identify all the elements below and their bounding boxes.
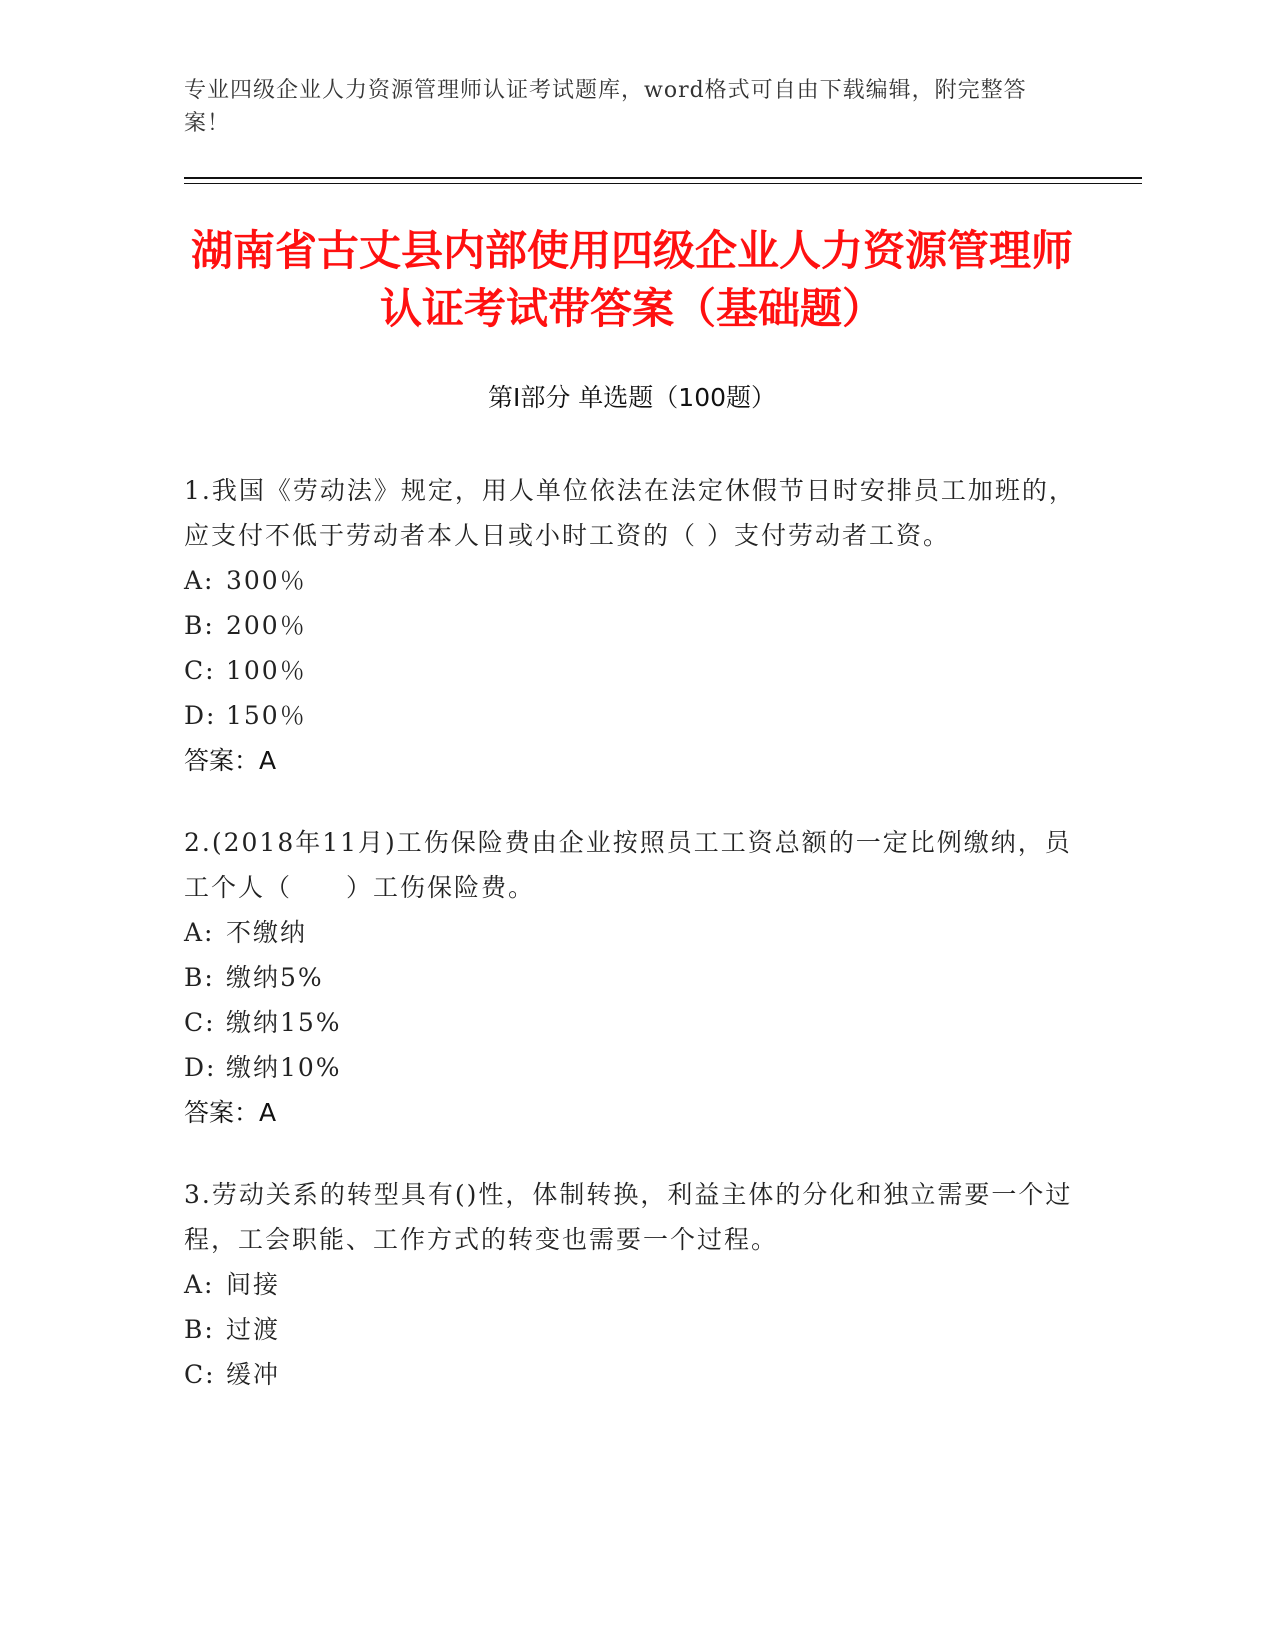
option-text: 300％ (226, 566, 307, 595)
option-key: A: (184, 1270, 215, 1299)
option-text: 间接 (226, 1270, 281, 1299)
option-key: C: (184, 656, 216, 685)
question-text: 2.(2018年11月)工伤保险费由企业按照员工工资总额的一定比例缴纳，员工个人（ ）工伤保险费。 (184, 828, 1072, 902)
option-text: 缓冲 (226, 1360, 281, 1389)
option-key: A: (184, 918, 215, 947)
option-a (184, 558, 1084, 603)
option-key: D: (184, 1053, 217, 1082)
option-key: C: (184, 1008, 216, 1037)
option-d (184, 693, 1084, 738)
option-b (184, 955, 1084, 1000)
option-key: D: (184, 701, 217, 730)
question-3 (184, 1172, 1084, 1397)
option-text: 不缴纳 (226, 918, 308, 947)
option-c (184, 1000, 1084, 1045)
question-text: 3.劳动关系的转型具有()性，体制转换，利益主体的分化和独立需要一个过程，工会职能、工作方式的转变也需要一个过程。 (184, 1180, 1073, 1254)
option-text: 100％ (226, 656, 307, 685)
option-text: 200％ (226, 611, 307, 640)
answer-line: 答案：A (184, 746, 277, 775)
option-key: A: (184, 566, 215, 595)
option-text: 缴纳15% (226, 1008, 342, 1037)
option-c (184, 1352, 1084, 1397)
option-text: 缴纳5% (226, 963, 324, 992)
question-2 (184, 820, 1084, 1135)
option-text: 150％ (226, 701, 307, 730)
header-divider-thin (184, 183, 1142, 184)
option-b (184, 603, 1084, 648)
answer-line: 答案：A (184, 1098, 277, 1127)
option-key: B: (184, 611, 215, 640)
document-title: 湖南省古丈县内部使用四级企业人力资源管理师认证考试带答案（基础题） (190, 226, 1073, 333)
option-key: B: (184, 963, 215, 992)
header-note: 专业四级企业人力资源管理师认证考试题库，word格式可自由下载编辑，附完整答案！ (184, 78, 1027, 136)
question-text: 1.我国《劳动法》规定，用人单位依法在法定休假节日时安排员工加班的，应支付不低于劳动者本人日或小时工资的（ ）支付劳动者工资。 (184, 476, 1076, 550)
option-c (184, 648, 1084, 693)
question-1 (184, 468, 1084, 783)
header-divider-thick (184, 177, 1142, 179)
option-key: B: (184, 1315, 215, 1344)
option-a (184, 1262, 1084, 1307)
section-heading: 第I部分 单选题（100题） (487, 383, 777, 412)
option-text: 过渡 (226, 1315, 281, 1344)
option-b (184, 1307, 1084, 1352)
option-d (184, 1045, 1084, 1090)
option-key: C: (184, 1360, 216, 1389)
option-text: 缴纳10% (226, 1053, 342, 1082)
question-list (184, 468, 1084, 1434)
option-a (184, 910, 1084, 955)
